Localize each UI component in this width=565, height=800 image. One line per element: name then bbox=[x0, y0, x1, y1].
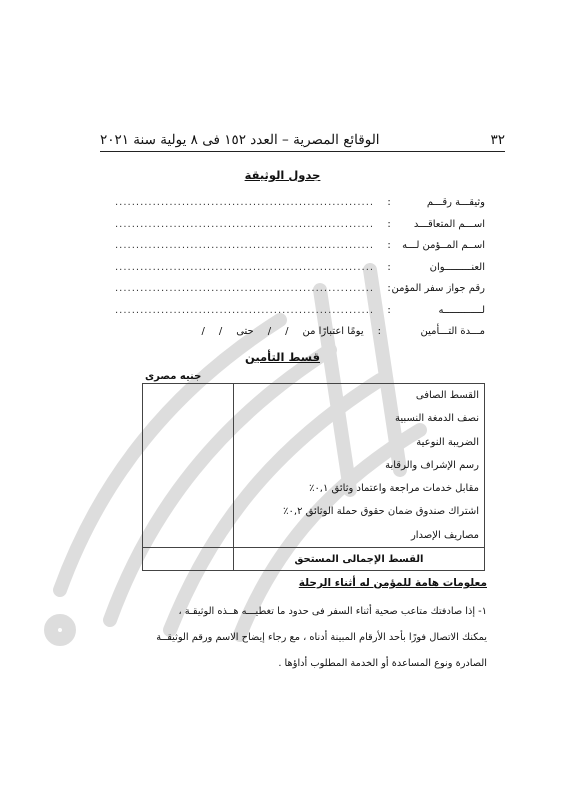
policy-fields bbox=[115, 192, 485, 343]
period-to-text: حتى bbox=[236, 326, 254, 338]
field-row-passport-continued bbox=[115, 300, 485, 322]
premium-line-item: مصاريف الإصدار bbox=[410, 529, 479, 541]
publication-title: الوقائع المصرية – العدد ١٥٢ فى ٨ يولية سنة ٢٠٢١ bbox=[100, 132, 380, 148]
field-label: لـــــــــــــه bbox=[438, 304, 485, 316]
page-header bbox=[100, 124, 505, 152]
field-colon: : bbox=[387, 240, 391, 252]
premium-line-item: اشتراك صندوق ضمان حقوق حملة الوثائق ٠,٢٪ bbox=[283, 506, 479, 518]
field-colon: : bbox=[377, 326, 381, 338]
premium-line-item: القسط الصافى bbox=[415, 390, 479, 401]
date-slash: / bbox=[218, 326, 223, 338]
amount-cell bbox=[143, 384, 234, 548]
field-colon: : bbox=[387, 218, 391, 230]
premium-line-item: نصف الدمغة النسبية bbox=[395, 413, 479, 425]
date-slash: / bbox=[285, 326, 289, 338]
field-row-insurance-period bbox=[115, 321, 485, 343]
field-colon: : bbox=[387, 283, 391, 295]
field-label: اســم المــؤمن لـــه bbox=[402, 240, 485, 252]
field-row-policy-number bbox=[115, 192, 485, 214]
field-row-passport-number bbox=[115, 278, 485, 300]
period-from-text: يومًا اعتبارًا من bbox=[302, 326, 364, 338]
currency-label: جنيه مصرى bbox=[145, 371, 202, 382]
premium-total-row bbox=[143, 548, 485, 571]
field-row-insured-name bbox=[115, 235, 485, 257]
info-paragraph-line: الصادرة ونوع المساعدة أو الخدمة المطلوب أداؤها . bbox=[278, 658, 487, 669]
field-label: وثيقـــة رقـــم bbox=[426, 197, 485, 209]
field-dots: .............................................................. bbox=[115, 304, 375, 316]
field-colon: : bbox=[387, 261, 391, 273]
premium-line-item: الضريبة النوعية bbox=[416, 436, 479, 448]
total-label: القسط الإجمالى المستحق bbox=[234, 548, 485, 571]
field-row-address bbox=[115, 257, 485, 279]
premium-items-cell bbox=[234, 384, 485, 548]
premium-items-row bbox=[143, 384, 485, 548]
info-paragraph-line: يمكنك الاتصال فورًا بأحد الأرقام المبينة أدناه ، مع رجاء إيضاح الاسم ورقم الوثيقــة bbox=[156, 632, 487, 643]
field-dots: .............................................................. bbox=[115, 197, 375, 209]
info-paragraph-line: ١- إذا صادفتك متاعب صحية أثناء السفر فى حدود ما تغطيـــه هــذه الوثيقـة ، bbox=[178, 606, 487, 617]
date-slash: / bbox=[201, 326, 205, 338]
field-label: رقم جواز سفر المؤمن bbox=[391, 283, 485, 295]
info-title: معلومات هامة للمؤمن له أثناء الرحلة bbox=[298, 577, 487, 589]
page-number: ٣٢ bbox=[490, 132, 505, 148]
field-colon: : bbox=[387, 197, 391, 209]
period-label: مـــدة التـــأمين bbox=[420, 326, 485, 338]
field-dots: .............................................................. bbox=[115, 218, 375, 230]
premium-section-title: قسط التأمين bbox=[245, 350, 320, 364]
field-dots: .............................................................. bbox=[115, 261, 375, 273]
field-colon: : bbox=[387, 304, 391, 316]
field-dots: .............................................................. bbox=[115, 283, 375, 295]
premium-line-item: مقابل خدمات مراجعة واعتماد وثائق ٠,١٪ bbox=[309, 483, 479, 495]
field-dots: .............................................................. bbox=[115, 240, 375, 252]
schedule-title: جدول الوثيقة bbox=[244, 168, 321, 182]
total-amount-cell bbox=[143, 548, 234, 571]
premium-line-item: رسم الإشراف والرقابة bbox=[385, 459, 479, 471]
field-row-contractor-name bbox=[115, 214, 485, 236]
premium-table bbox=[142, 383, 485, 571]
date-slash: / bbox=[267, 326, 272, 338]
field-label: اســـم المتعاقـــد bbox=[413, 218, 485, 230]
field-label: العنـــــــــوان bbox=[429, 261, 485, 273]
